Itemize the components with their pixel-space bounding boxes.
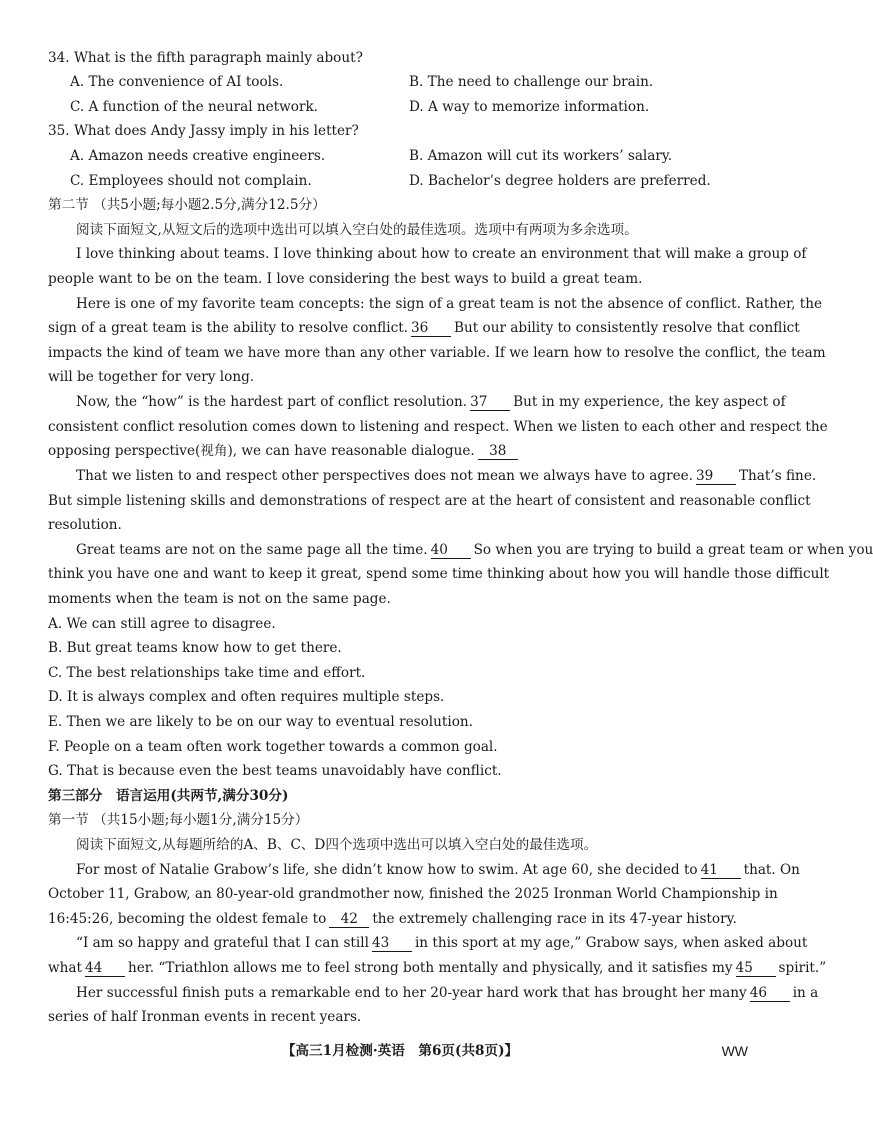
blank-44[interactable]: 44 bbox=[85, 961, 125, 977]
passage-line: consistent conflict resolution comes down to listening and respect. When we listen to each other and respect the bbox=[48, 419, 828, 435]
cloze-line: 16:45:26, becoming the oldest female to 42 the extremely challenging race in its 47-year history. bbox=[48, 911, 737, 927]
blank-45[interactable]: 45 bbox=[736, 961, 776, 977]
option-b: B. But great teams know how to get there. bbox=[48, 640, 342, 656]
cloze-line: “I am so happy and grateful that I can still 43 in this sport at my age,” Grabow says, when asked about bbox=[76, 935, 808, 951]
part-3-instructions: 阅读下面短文,从每题所给的A、B、C、D四个选项中选出可以填入空白处的最佳选项。 bbox=[76, 837, 598, 853]
q34-option-a: A. The convenience of AI tools. bbox=[70, 74, 284, 90]
q35-option-d: D. Bachelor’s degree holders are preferred. bbox=[409, 173, 711, 189]
part-3-section-1-heading: 第一节 （共15小题;每小题1分,满分15分） bbox=[48, 812, 309, 828]
passage-line: That we listen to and respect other perspectives does not mean we always have to agree. 39 That’s fine. bbox=[76, 468, 817, 484]
part-3-heading: 第三部分 语言运用(共两节,满分30分) bbox=[48, 788, 289, 804]
section-2-heading: 第二节 （共5小题;每小题2.5分,满分12.5分） bbox=[48, 197, 326, 213]
blank-37[interactable]: 37 bbox=[470, 395, 510, 411]
blank-43[interactable]: 43 bbox=[372, 936, 412, 952]
passage-line: I love thinking about teams. I love thinking about how to create an environment that will make a group of bbox=[76, 246, 807, 262]
passage-line: moments when the team is not on the same page. bbox=[48, 591, 391, 607]
option-f: F. People on a team often work together towards a common goal. bbox=[48, 739, 498, 755]
cloze-line: series of half Ironman events in recent years. bbox=[48, 1009, 362, 1025]
cloze-line: Her successful finish puts a remarkable end to her 20-year hard work that has brought her many 46 in a bbox=[76, 985, 819, 1001]
passage-line: sign of a great team is the ability to resolve conflict. 36 But our ability to consistently resolve that conflict bbox=[48, 320, 800, 336]
q34-option-b: B. The need to challenge our brain. bbox=[409, 74, 654, 90]
q34-option-d: D. A way to memorize information. bbox=[409, 99, 650, 115]
footer-title: 【高三1月检测·英语 第6页(共8页)】 bbox=[281, 1043, 519, 1059]
blank-40[interactable]: 40 bbox=[431, 543, 471, 559]
q35-option-a: A. Amazon needs creative engineers. bbox=[70, 148, 326, 164]
footer-code: WW bbox=[721, 1043, 748, 1059]
blank-36[interactable]: 36 bbox=[411, 321, 451, 337]
passage-line: think you have one and want to keep it great, spend some time thinking about how you will handle those difficult bbox=[48, 566, 830, 582]
question-35: 35. What does Andy Jassy imply in his letter? bbox=[48, 123, 359, 139]
q35-option-b: B. Amazon will cut its workers’ salary. bbox=[409, 148, 673, 164]
cloze-line: October 11, Grabow, an 80-year-old grandmother now, finished the 2025 Ironman World Championship in bbox=[48, 886, 778, 902]
passage-line: impacts the kind of team we have more than any other variable. If we learn how to resolve the conflict, the team bbox=[48, 345, 826, 361]
q34-option-c: C. A function of the neural network. bbox=[70, 99, 319, 115]
passage-line: people want to be on the team. I love considering the best ways to build a great team. bbox=[48, 271, 643, 287]
section-2-instructions: 阅读下面短文,从短文后的选项中选出可以填入空白处的最佳选项。选项中有两项为多余选项。 bbox=[76, 222, 638, 238]
blank-39[interactable]: 39 bbox=[696, 469, 736, 485]
option-d: D. It is always complex and often requires multiple steps. bbox=[48, 689, 445, 705]
passage-line: will be together for very long. bbox=[48, 369, 255, 385]
passage-line: resolution. bbox=[48, 517, 122, 533]
blank-41[interactable]: 41 bbox=[701, 863, 741, 879]
passage-line: Great teams are not on the same page all the time. 40 So when you are trying to build a great team or when you bbox=[76, 542, 873, 558]
option-c: C. The best relationships take time and effort. bbox=[48, 665, 366, 681]
passage-line: Now, the “how” is the hardest part of conflict resolution. 37 But in my experience, the key aspect of bbox=[76, 394, 786, 410]
blank-46[interactable]: 46 bbox=[750, 986, 790, 1002]
cloze-line: what 44 her. “Triathlon allows me to feel strong both mentally and physically, and it satisfies my 45 spirit.” bbox=[48, 960, 827, 976]
passage-line: But simple listening skills and demonstrations of respect are at the heart of consistent and reasonable conflict bbox=[48, 493, 811, 509]
passage-line: opposing perspective(视角), we can have reasonable dialogue. 38 bbox=[48, 441, 752, 461]
q35-option-c: C. Employees should not complain. bbox=[70, 173, 312, 189]
question-34: 34. What is the fifth paragraph mainly about? bbox=[48, 50, 363, 66]
option-a: A. We can still agree to disagree. bbox=[48, 616, 276, 632]
cloze-line: For most of Natalie Grabow’s life, she didn’t know how to swim. At age 60, she decided to 41 that. On bbox=[76, 862, 800, 878]
option-e: E. Then we are likely to be on our way to eventual resolution. bbox=[48, 714, 473, 730]
passage-line: Here is one of my favorite team concepts: the sign of a great team is not the absence of conflict. Rather, the bbox=[76, 296, 823, 312]
blank-42[interactable]: 42 bbox=[329, 912, 369, 928]
option-g: G. That is because even the best teams unavoidably have conflict. bbox=[48, 763, 502, 779]
blank-38[interactable]: 38 bbox=[478, 444, 518, 460]
